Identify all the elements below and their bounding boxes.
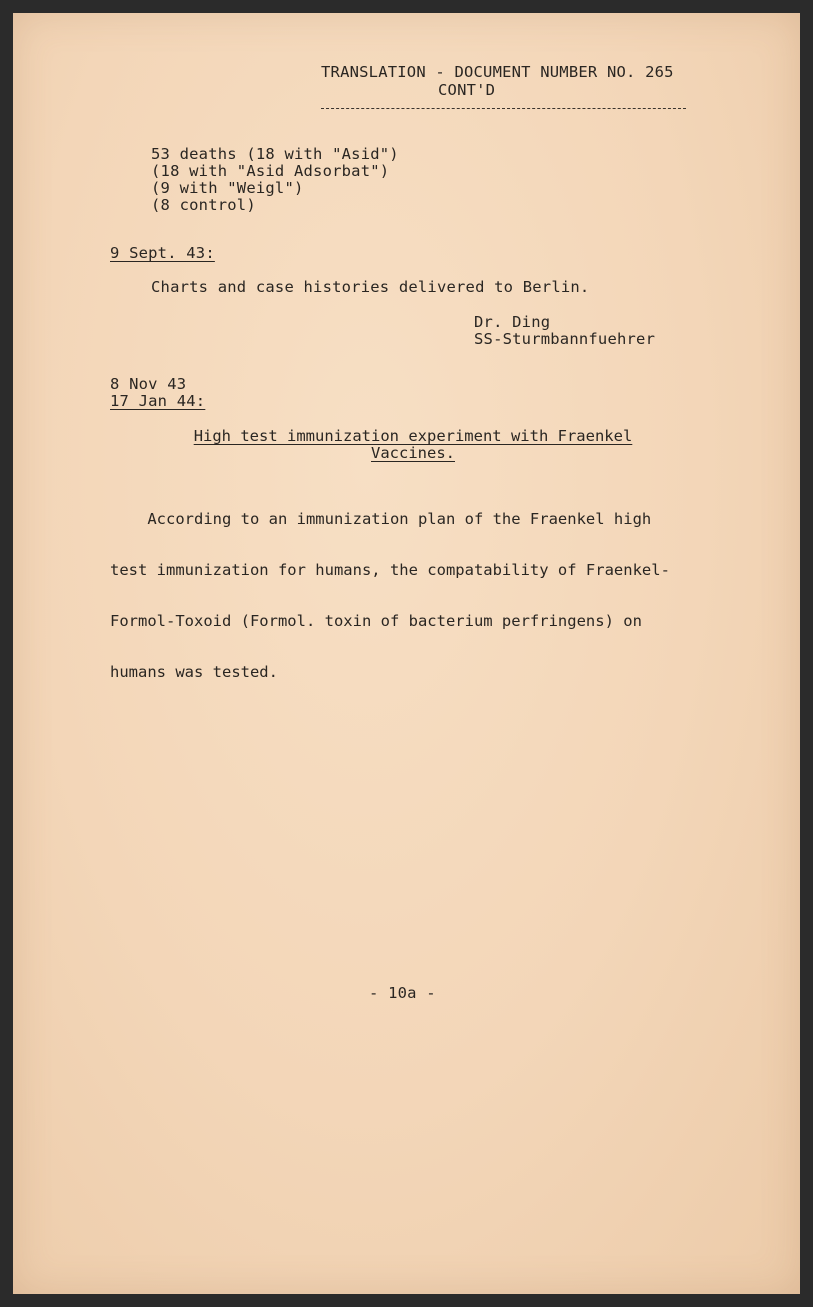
section-heading-line: High test immunization experiment with Fraenkel <box>193 427 633 445</box>
signature-name: Dr. Ding <box>474 313 551 331</box>
entry-text: Charts and case histories delivered to Berlin. <box>151 278 590 296</box>
paragraph-line: humans was tested. <box>110 663 278 681</box>
paragraph-line: test immunization for humans, the compatability of Fraenkel- <box>110 561 670 579</box>
paragraph-line: According to an immunization plan of the Fraenkel high <box>110 510 652 528</box>
document-header-title: TRANSLATION - DOCUMENT NUMBER NO. 265 <box>321 63 674 81</box>
paragraph-line: Formol-Toxoid (Formol. toxin of bacterium perfringens) on <box>110 612 642 630</box>
body-paragraph <box>110 477 710 715</box>
deaths-line: (8 control) <box>151 196 256 214</box>
entry-date: 17 Jan 44: <box>110 392 206 410</box>
entry-date: 9 Sept. 43: <box>110 244 215 262</box>
deaths-line: 53 deaths (18 with "Asid") <box>151 145 399 163</box>
document-page <box>13 13 800 1294</box>
deaths-line: (18 with "Asid Adsorbat") <box>151 162 390 180</box>
section-heading <box>108 428 718 462</box>
page-number: - 10a - <box>369 984 436 1002</box>
entry-date: 8 Nov 43 <box>110 375 187 393</box>
deaths-line: (9 with "Weigl") <box>151 179 304 197</box>
signature-title: SS-Sturmbannfuehrer <box>474 330 656 348</box>
header-divider <box>321 108 686 109</box>
section-heading-line: Vaccines. <box>371 444 455 462</box>
document-header-contd: CONT'D <box>438 81 496 99</box>
